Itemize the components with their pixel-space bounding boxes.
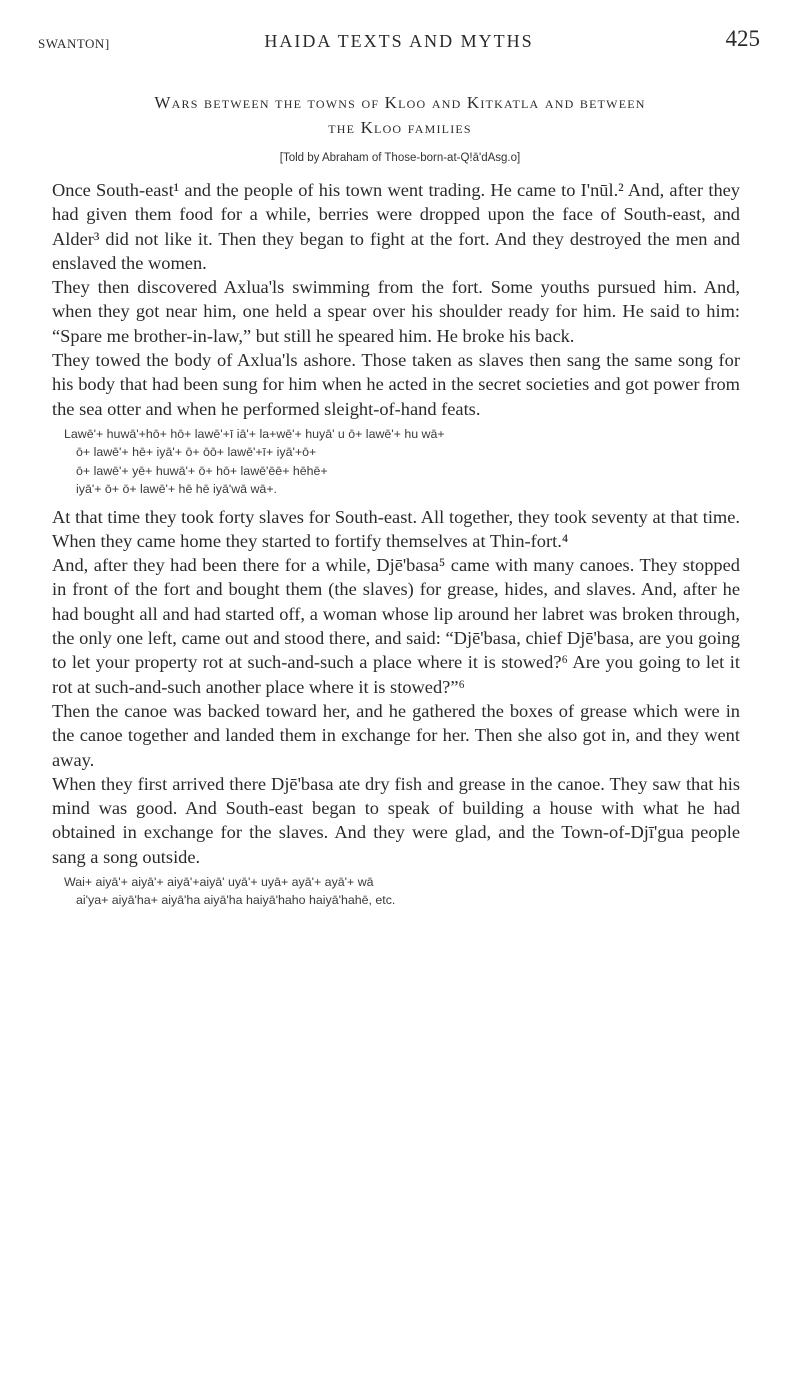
section-title-line-2: the Kloo families [328,118,472,137]
paragraph-2: They then discovered Axlua'ls swimming from the fort. Some youths pursued him. And, when they got near him, one held a spear over his shoulder ready for him. He said to him: “Spare me brother-in-law,” but still he speared him. He broke his back. [52,277,740,346]
running-head-author: SWANTON] [38,36,110,51]
song2-line-2: ai'ya+ aiyā'ha+ aiyā'ha aiyā'ha haiyā'haho haiyā'hahē, etc. [76,893,396,908]
song-line-4: iyā'+ ō+ ō+ lawē'+ hē hē iyā'wā wā+. [76,482,278,497]
narrator-attribution: [Told by Abraham of Those-born-at-Q!ā'dAsg.o] [279,152,521,164]
paragraph-7: When they first arrived there Djē'basa ate dry fish and grease in the canoe. They saw that his mind was good. And South-east began to speak of building a house with what he had obtained in exchange for the slaves. And they were glad, and the Town-of-Djī'gua people sang a song outside. [52,773,740,867]
page-number: 425 [725,26,760,51]
running-head-title: HAIDA TEXTS AND MYTHS [264,31,534,51]
song-line-3: ō+ lawē'+ yē+ huwā'+ ō+ hō+ lawē'ēē+ hēhē+ [76,463,328,478]
body-text [52,178,740,916]
paragraph-1: Once South-east¹ and the people of his town went trading. He came to I'nūl.² And, after they had given them food for a while, berries were dropped upon the face of South-east, and Alder³ did not like it. Then they began to fight at the fort. And they destroyed the men and enslaved the women. [52,180,740,273]
running-head [38,26,760,56]
song2-line-1: Wai+ aiyā'+ aiyā'+ aiyā'+aiyā' uyā'+ uyā+ ayā'+ ayā'+ wā [64,875,374,890]
paragraph-5: And, after they had been there for a while, Djē'basa⁵ came with many canoes. They stopped in front of the fort and bought them (the slaves) for grease, hides, and slaves. And, after he had bought all and had started off, a woman whose lip around her labret was broken through, the only one left, came out and stood there, and said: “Djē'basa, chief Djē'basa, are you going to let your property rot at such-and-such a place where it is stowed?⁶ Are you going to let it rot at such-and-such another place where it is stowed?”⁶ [52,555,740,697]
section-title-line-1: Wars between the towns of Kloo and Kitkatla and between [154,93,646,112]
song-line-1: Lawē'+ huwā'+hō+ hō+ lawē'+ī iā'+ la+wē'+ huyā' u ō+ lawē'+ hu wā+ [64,426,445,441]
paragraph-3: They towed the body of Axlua'ls ashore. Those taken as slaves then sang the same song for his body that had been sung for him when he acted in the secret societies and got power from the sea otter and when he performed sleight-of-hand feats. [52,350,740,419]
paragraph-4: At that time they took forty slaves for South-east. All together, they took seventy at that time. When they came home they started to fortify themselves at Thin-fort.⁴ [52,506,740,551]
song-line-2: ō+ lawē'+ hē+ iyā'+ ō+ ōō+ lawē'+ī+ iyā'+ō+ [76,445,317,460]
mourning-song [64,425,740,499]
town-song [64,873,740,910]
section-title [40,90,760,140]
paragraph-6: Then the canoe was backed toward her, and he gathered the boxes of grease which were in the canoe together and landed them in exchange for her. Then she also got in, and they went away. [52,700,740,770]
